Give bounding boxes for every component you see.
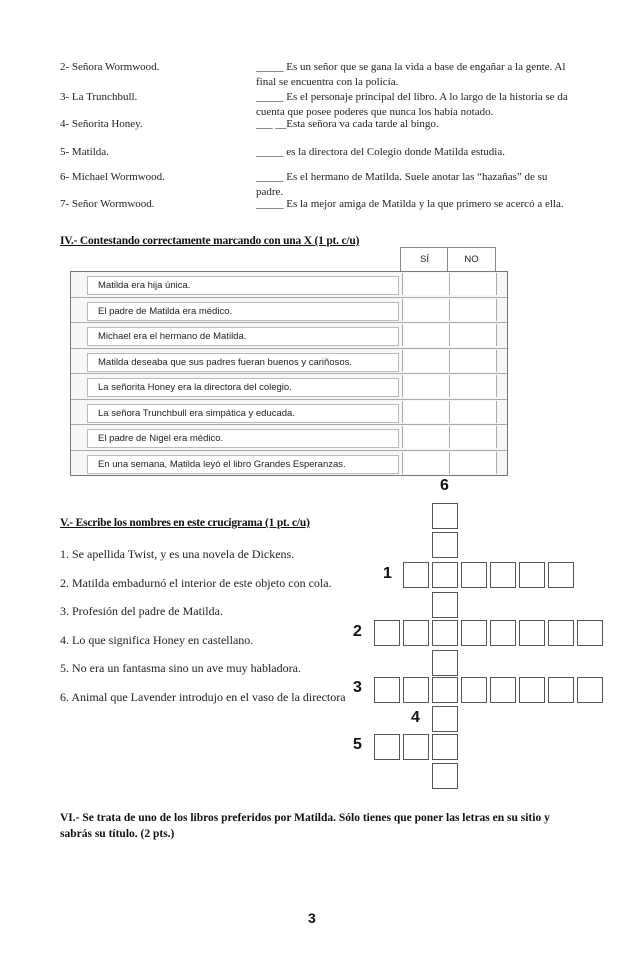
- crossword-cell[interactable]: [432, 592, 458, 618]
- table-row: [71, 399, 507, 425]
- crossword-cell[interactable]: [548, 620, 574, 646]
- statement-text: Michael era el hermano de Matilda.: [87, 327, 399, 346]
- crossword-number-3: 3: [353, 679, 362, 696]
- character-description: _____ Es el hermano de Matilda. Suele anotar las “hazañas” de su padre.: [256, 171, 548, 198]
- crossword-cell[interactable]: [403, 562, 429, 588]
- crossword-cell[interactable]: [490, 620, 516, 646]
- crossword-cell[interactable]: [519, 620, 545, 646]
- crossword-cell[interactable]: [403, 677, 429, 703]
- table-row: [71, 424, 507, 450]
- crossword-cell[interactable]: [461, 562, 487, 588]
- si-checkbox[interactable]: [402, 273, 449, 295]
- statement-text: Matilda era hija única.: [87, 276, 399, 295]
- character-description: _____ es la directora del Colegio donde Matilda estudia.: [256, 146, 505, 158]
- crossword-clue-4: 4. Lo que significa Honey en castellano.: [60, 633, 254, 647]
- si-checkbox[interactable]: [402, 299, 449, 321]
- crossword-cell[interactable]: [519, 562, 545, 588]
- table-row: [71, 297, 507, 323]
- no-checkbox[interactable]: [449, 426, 497, 448]
- crossword-cell[interactable]: [374, 677, 400, 703]
- crossword-cell[interactable]: [548, 562, 574, 588]
- table-row: [71, 450, 507, 476]
- crossword-cell[interactable]: [403, 620, 429, 646]
- statement-list: [70, 271, 508, 476]
- no-checkbox[interactable]: [449, 324, 497, 346]
- character-name: 3- La Trunchbull.: [60, 91, 138, 103]
- crossword-clue-3: 3. Profesión del padre de Matilda.: [60, 604, 223, 618]
- character-name: 5- Matilda.: [60, 146, 109, 158]
- statement-text: El padre de Nigel era médico.: [87, 429, 399, 448]
- section-4-heading: IV.- Contestando correctamente marcando con una X (1 pt. c/u): [60, 235, 360, 247]
- crossword-number-2: 2: [353, 623, 362, 640]
- crossword-cell[interactable]: [490, 677, 516, 703]
- crossword-cell[interactable]: [461, 677, 487, 703]
- character-name: 2- Señora Wormwood.: [60, 61, 160, 73]
- crossword-cell[interactable]: [577, 620, 603, 646]
- table-row: [71, 322, 507, 348]
- crossword-clue-1: 1. Se apellida Twist, y es una novela de Dickens.: [60, 547, 295, 561]
- statement-text: El padre de Matilda era médico.: [87, 302, 399, 321]
- statement-text: En una semana, Matilda leyó el libro Grandes Esperanzas.: [87, 455, 399, 474]
- crossword-cell[interactable]: [432, 620, 458, 646]
- no-checkbox[interactable]: [449, 350, 497, 372]
- crossword-clue-2: 2. Matilda embadurnó el interior de este objeto con cola.: [60, 576, 332, 590]
- character-name: 7- Señor Wormwood.: [60, 198, 155, 210]
- no-checkbox[interactable]: [449, 452, 497, 474]
- si-checkbox[interactable]: [402, 324, 449, 346]
- crossword-cell[interactable]: [432, 706, 458, 732]
- page-number: 3: [308, 910, 316, 926]
- crossword-cell[interactable]: [374, 620, 400, 646]
- character-description: _____ Es la mejor amiga de Matilda y la que primero se acercó a ella.: [256, 198, 564, 210]
- si-checkbox[interactable]: [402, 375, 449, 397]
- crossword-cell[interactable]: [432, 562, 458, 588]
- statement-text: La señora Trunchbull era simpática y educada.: [87, 404, 399, 423]
- si-checkbox[interactable]: [402, 452, 449, 474]
- character-description: _____ Es el personaje principal del libro. A lo largo de la historia se da cuenta que posee poderes que nunca los había notado.: [256, 91, 568, 118]
- character-description: _____ Es un señor que se gana la vida a base de engañar a la gente. Al final se encuentra con la policía.: [256, 61, 566, 88]
- crossword-cell[interactable]: [432, 532, 458, 558]
- crossword-number-4: 4: [411, 709, 420, 726]
- crossword-cell[interactable]: [432, 734, 458, 760]
- crossword-cell[interactable]: [490, 562, 516, 588]
- statement-text: Matilda deseaba que sus padres fueran buenos y cariñosos.: [87, 353, 399, 372]
- crossword-cell[interactable]: [432, 503, 458, 529]
- si-checkbox[interactable]: [402, 426, 449, 448]
- no-checkbox[interactable]: [449, 299, 497, 321]
- crossword-cell[interactable]: [432, 650, 458, 676]
- crossword-cell[interactable]: [403, 734, 429, 760]
- character-name: 4- Señorita Honey.: [60, 118, 143, 130]
- table-row: [71, 348, 507, 374]
- si-checkbox[interactable]: [402, 401, 449, 423]
- section-5-heading: V.- Escribe los nombres en este crucigrama (1 pt. c/u): [60, 517, 310, 529]
- crossword-cell[interactable]: [432, 763, 458, 789]
- column-header-no: NO: [447, 247, 496, 273]
- true-false-table: [70, 247, 508, 479]
- crossword-number-5: 5: [353, 736, 362, 753]
- crossword-cell[interactable]: [577, 677, 603, 703]
- column-header-si: SÍ: [400, 247, 449, 273]
- no-checkbox[interactable]: [449, 401, 497, 423]
- crossword-clue-5: 5. No era un fantasma sino un ave muy habladora.: [60, 661, 301, 675]
- crossword-number-1: 1: [383, 565, 392, 582]
- crossword-cell[interactable]: [374, 734, 400, 760]
- crossword-cell[interactable]: [519, 677, 545, 703]
- crossword-cell[interactable]: [548, 677, 574, 703]
- crossword-clue-6: 6. Animal que Lavender introdujo en el vaso de la directora: [60, 690, 346, 704]
- crossword-cell[interactable]: [461, 620, 487, 646]
- character-description: ___ __Esta señora va cada tarde al bingo.: [256, 118, 439, 130]
- statement-text: La señorita Honey era la directora del colegio.: [87, 378, 399, 397]
- section-6-heading: VI.- Se trata de uno de los libros preferidos por Matilda. Sólo tienes que poner las letras en su sitio y sabrás su título. (2 pts.): [60, 812, 550, 840]
- no-checkbox[interactable]: [449, 375, 497, 397]
- table-row: [71, 373, 507, 399]
- table-row: [71, 272, 507, 297]
- crossword-number-6: 6: [440, 477, 449, 494]
- no-checkbox[interactable]: [449, 273, 497, 295]
- character-name: 6- Michael Wormwood.: [60, 171, 165, 183]
- si-checkbox[interactable]: [402, 350, 449, 372]
- crossword-cell[interactable]: [432, 677, 458, 703]
